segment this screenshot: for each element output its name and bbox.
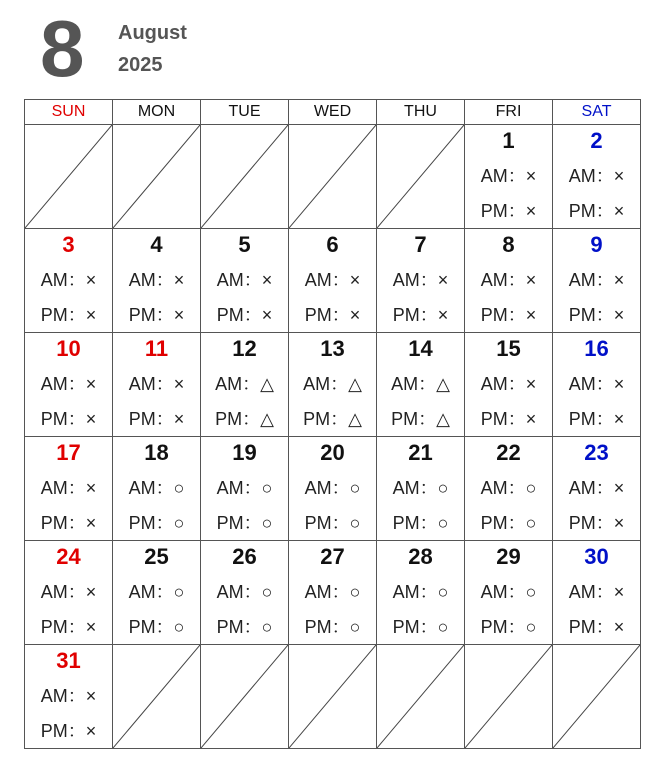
am-availability: AM：○ bbox=[304, 582, 361, 602]
day-cell bbox=[113, 333, 201, 437]
am-availability: AM：× bbox=[40, 686, 97, 706]
pm-availability: PM：○ bbox=[216, 513, 273, 533]
pm-availability: PM：× bbox=[568, 201, 625, 221]
am-availability: AM：× bbox=[128, 270, 185, 290]
pm-availability: PM：× bbox=[480, 201, 537, 221]
am-availability: AM：× bbox=[40, 270, 97, 290]
week-row bbox=[25, 333, 641, 437]
pm-availability: PM：× bbox=[568, 409, 625, 429]
pm-availability: PM：× bbox=[40, 409, 97, 429]
pm-availability: PM：○ bbox=[216, 617, 273, 637]
day-number: 19 bbox=[232, 440, 257, 465]
day-cell bbox=[289, 437, 377, 541]
empty-cell-slash bbox=[465, 645, 552, 748]
empty-cell-slash bbox=[25, 125, 112, 228]
day-cell bbox=[465, 541, 553, 645]
am-availability: AM：○ bbox=[128, 478, 185, 498]
am-availability: AM：○ bbox=[304, 478, 361, 498]
week-row bbox=[25, 229, 641, 333]
day-cell bbox=[25, 437, 113, 541]
pm-availability: PM：× bbox=[568, 513, 625, 533]
pm-availability: PM：○ bbox=[304, 617, 361, 637]
day-cell bbox=[553, 229, 641, 333]
empty-day-cell bbox=[201, 125, 289, 229]
am-availability: AM：○ bbox=[480, 478, 537, 498]
day-number: 28 bbox=[408, 544, 433, 569]
day-cell bbox=[465, 437, 553, 541]
day-number: 6 bbox=[326, 232, 339, 257]
day-cell bbox=[553, 125, 641, 229]
day-cell bbox=[113, 437, 201, 541]
am-availability: AM：× bbox=[568, 166, 625, 186]
empty-day-cell bbox=[289, 125, 377, 229]
empty-day-cell bbox=[289, 645, 377, 749]
am-availability: AM：× bbox=[568, 270, 625, 290]
pm-availability: PM：○ bbox=[392, 513, 449, 533]
weekday-thu: THU bbox=[377, 100, 465, 125]
week-row bbox=[25, 437, 641, 541]
am-availability: AM：○ bbox=[128, 582, 185, 602]
day-cell bbox=[377, 229, 465, 333]
day-cell bbox=[377, 437, 465, 541]
day-cell bbox=[201, 229, 289, 333]
day-number: 26 bbox=[232, 544, 257, 569]
am-availability: AM：× bbox=[480, 166, 537, 186]
empty-day-cell bbox=[201, 645, 289, 749]
empty-day-cell bbox=[25, 125, 113, 229]
day-number: 27 bbox=[320, 544, 345, 569]
day-number: 16 bbox=[584, 336, 609, 361]
am-availability: AM：× bbox=[568, 582, 625, 602]
day-number: 25 bbox=[144, 544, 169, 569]
pm-availability: PM：× bbox=[216, 305, 273, 325]
day-number: 13 bbox=[320, 336, 345, 361]
pm-availability: PM：○ bbox=[304, 513, 361, 533]
day-cell bbox=[289, 229, 377, 333]
am-availability: AM：× bbox=[128, 374, 185, 394]
day-cell bbox=[201, 333, 289, 437]
am-availability: AM：× bbox=[568, 478, 625, 498]
empty-cell-slash bbox=[289, 645, 376, 748]
am-availability: AM：○ bbox=[392, 582, 449, 602]
pm-availability: PM：× bbox=[40, 513, 97, 533]
am-availability: AM：△ bbox=[391, 374, 450, 394]
empty-day-cell bbox=[553, 645, 641, 749]
year-label: 2025 bbox=[118, 54, 163, 76]
day-cell bbox=[377, 541, 465, 645]
empty-day-cell bbox=[465, 645, 553, 749]
pm-availability: PM：× bbox=[128, 305, 185, 325]
month-name: August bbox=[118, 22, 187, 44]
weekday-header-row bbox=[25, 100, 641, 125]
day-number: 10 bbox=[56, 336, 81, 361]
day-cell bbox=[289, 333, 377, 437]
day-cell bbox=[465, 125, 553, 229]
empty-cell-slash bbox=[289, 125, 376, 228]
day-cell bbox=[553, 333, 641, 437]
day-number: 24 bbox=[56, 544, 81, 569]
day-number: 17 bbox=[56, 440, 81, 465]
day-cell bbox=[25, 229, 113, 333]
pm-availability: PM：△ bbox=[391, 409, 450, 429]
day-number: 3 bbox=[62, 232, 75, 257]
am-availability: AM：× bbox=[392, 270, 449, 290]
day-number: 23 bbox=[584, 440, 609, 465]
day-cell bbox=[201, 541, 289, 645]
empty-day-cell bbox=[113, 125, 201, 229]
am-availability: AM：× bbox=[568, 374, 625, 394]
am-availability: AM：△ bbox=[215, 374, 274, 394]
pm-availability: PM：△ bbox=[215, 409, 274, 429]
am-availability: AM：△ bbox=[303, 374, 362, 394]
day-cell bbox=[25, 541, 113, 645]
day-number: 15 bbox=[496, 336, 521, 361]
empty-day-cell bbox=[377, 645, 465, 749]
day-number: 22 bbox=[496, 440, 521, 465]
am-availability: AM：× bbox=[40, 374, 97, 394]
day-number: 4 bbox=[150, 232, 163, 257]
am-availability: AM：× bbox=[40, 582, 97, 602]
day-number: 12 bbox=[232, 336, 257, 361]
day-number: 8 bbox=[502, 232, 515, 257]
empty-cell-slash bbox=[113, 645, 200, 748]
pm-availability: PM：○ bbox=[128, 513, 185, 533]
empty-cell-slash bbox=[113, 125, 200, 228]
week-row bbox=[25, 645, 641, 749]
day-number: 1 bbox=[502, 128, 515, 153]
pm-availability: PM：× bbox=[480, 409, 537, 429]
pm-availability: PM：× bbox=[480, 305, 537, 325]
empty-cell-slash bbox=[553, 645, 640, 748]
day-cell bbox=[25, 645, 113, 749]
day-number: 7 bbox=[414, 232, 427, 257]
pm-availability: PM：× bbox=[304, 305, 361, 325]
day-number: 21 bbox=[408, 440, 433, 465]
pm-availability: PM：× bbox=[40, 305, 97, 325]
week-row bbox=[25, 541, 641, 645]
day-cell bbox=[553, 437, 641, 541]
day-number: 20 bbox=[320, 440, 345, 465]
pm-availability: PM：× bbox=[392, 305, 449, 325]
day-cell bbox=[113, 229, 201, 333]
calendar-header bbox=[0, 0, 666, 98]
pm-availability: PM：△ bbox=[303, 409, 362, 429]
weekday-sat: SAT bbox=[553, 100, 641, 125]
day-number: 2 bbox=[590, 128, 603, 153]
day-number: 29 bbox=[496, 544, 521, 569]
empty-cell-slash bbox=[201, 125, 288, 228]
day-number: 14 bbox=[408, 336, 433, 361]
day-cell bbox=[113, 541, 201, 645]
day-number: 30 bbox=[584, 544, 609, 569]
weekday-sun: SUN bbox=[25, 100, 113, 125]
am-availability: AM：○ bbox=[480, 582, 537, 602]
am-availability: AM：× bbox=[480, 270, 537, 290]
empty-cell-slash bbox=[377, 645, 464, 748]
day-cell bbox=[553, 541, 641, 645]
day-number: 31 bbox=[56, 648, 81, 673]
pm-availability: PM：× bbox=[568, 305, 625, 325]
weekday-wed: WED bbox=[289, 100, 377, 125]
day-number: 18 bbox=[144, 440, 169, 465]
pm-availability: PM：○ bbox=[480, 513, 537, 533]
am-availability: AM：× bbox=[480, 374, 537, 394]
empty-day-cell bbox=[113, 645, 201, 749]
weekday-fri: FRI bbox=[465, 100, 553, 125]
pm-availability: PM：× bbox=[40, 721, 97, 741]
empty-cell-slash bbox=[201, 645, 288, 748]
empty-day-cell bbox=[377, 125, 465, 229]
day-cell bbox=[25, 333, 113, 437]
pm-availability: PM：○ bbox=[128, 617, 185, 637]
calendar-grid bbox=[24, 99, 641, 749]
day-cell bbox=[465, 229, 553, 333]
day-number: 5 bbox=[238, 232, 251, 257]
week-row bbox=[25, 125, 641, 229]
am-availability: AM：○ bbox=[216, 582, 273, 602]
am-availability: AM：○ bbox=[392, 478, 449, 498]
am-availability: AM：× bbox=[40, 478, 97, 498]
day-number: 9 bbox=[590, 232, 603, 257]
calendar-body bbox=[25, 125, 641, 749]
day-cell bbox=[465, 333, 553, 437]
day-cell bbox=[289, 541, 377, 645]
weekday-tue: TUE bbox=[201, 100, 289, 125]
am-availability: AM：× bbox=[216, 270, 273, 290]
empty-cell-slash bbox=[377, 125, 464, 228]
weekday-mon: MON bbox=[113, 100, 201, 125]
day-cell bbox=[377, 333, 465, 437]
pm-availability: PM：× bbox=[568, 617, 625, 637]
pm-availability: PM：○ bbox=[480, 617, 537, 637]
am-availability: AM：× bbox=[304, 270, 361, 290]
day-number: 11 bbox=[144, 336, 169, 361]
pm-availability: PM：× bbox=[128, 409, 185, 429]
am-availability: AM：○ bbox=[216, 478, 273, 498]
month-number: 8 bbox=[40, 4, 85, 93]
day-cell bbox=[201, 437, 289, 541]
pm-availability: PM：○ bbox=[392, 617, 449, 637]
pm-availability: PM：× bbox=[40, 617, 97, 637]
